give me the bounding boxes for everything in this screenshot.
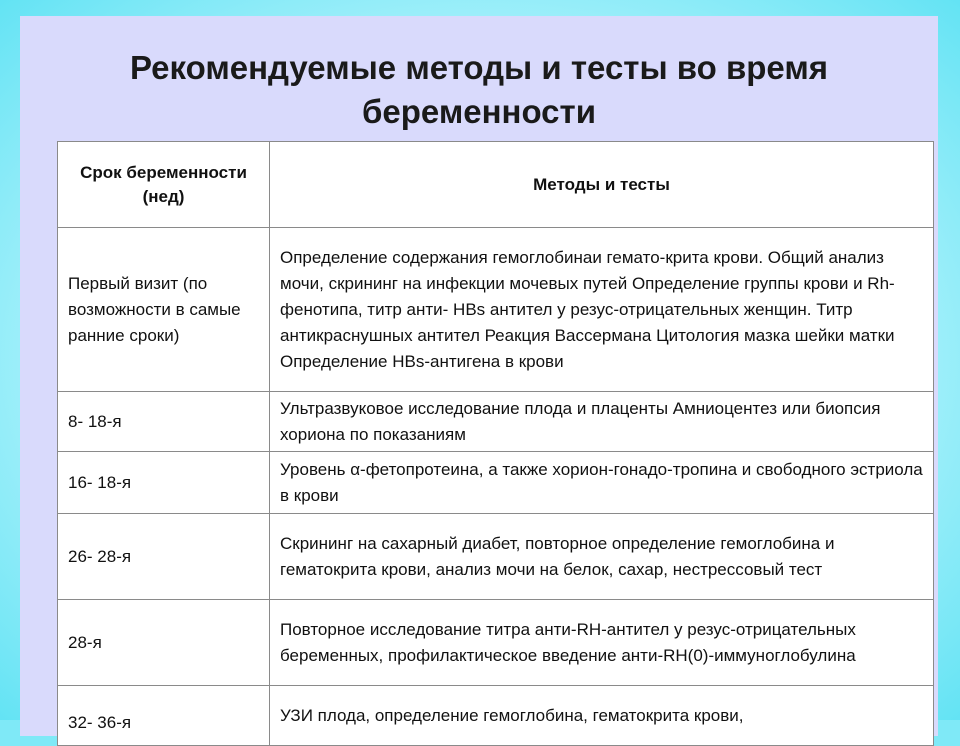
methods-cell: УЗИ плода, определение гемоглобина, гематокрита крови, bbox=[270, 686, 934, 746]
table-row bbox=[58, 228, 934, 392]
term-cell: 8- 18-я bbox=[58, 392, 270, 452]
term-cell: 28-я bbox=[58, 600, 270, 686]
table-row bbox=[58, 600, 934, 686]
term-cell: 32- 36-я bbox=[58, 686, 270, 746]
slide-title: Рекомендуемые методы и тесты во время беременности bbox=[129, 49, 829, 130]
term-cell: 16- 18-я bbox=[58, 452, 270, 514]
term-cell: Первый визит (по возможности в самые ранние сроки) bbox=[58, 228, 270, 392]
table-row bbox=[58, 452, 934, 514]
header-term: Срок беременности (нед) bbox=[58, 142, 270, 228]
methods-table bbox=[57, 141, 934, 746]
table-header-row bbox=[58, 142, 934, 228]
term-cell: 26- 28-я bbox=[58, 514, 270, 600]
methods-cell: Скрининг на сахарный диабет, повторное определение гемоглобина и гематокрита крови, анализ мочи на белок, сахар, нестрессовый тест bbox=[270, 514, 934, 600]
methods-cell: Ультразвуковое исследование плода и плаценты Амниоцентез или биопсия хориона по показаниям bbox=[270, 392, 934, 452]
methods-cell: Повторное исследование титра анти-RH-антител у резус-отрицательных беременных, профилактическое введение анти-RH(0)-иммуноглобулина bbox=[270, 600, 934, 686]
table-row bbox=[58, 392, 934, 452]
methods-cell: Определение содержания гемоглобинаи гемато-крита крови. Общий анализ мочи, скрининг на инфекции мочевых путей Определение группы крови и Rh-фенотипа, титр анти- HBs антител у резус-отрицательных женщин. Титр антикраснушных антител Реакция Вассермана Цитология мазка шейки матки Определение HBs-антигена в крови bbox=[270, 228, 934, 392]
header-methods: Методы и тесты bbox=[270, 142, 934, 228]
table-row bbox=[58, 514, 934, 600]
table-row bbox=[58, 686, 934, 746]
methods-cell: Уровень α-фетопротеина, а также хорион-гонадо-тропина и свободного эстриола в крови bbox=[270, 452, 934, 514]
